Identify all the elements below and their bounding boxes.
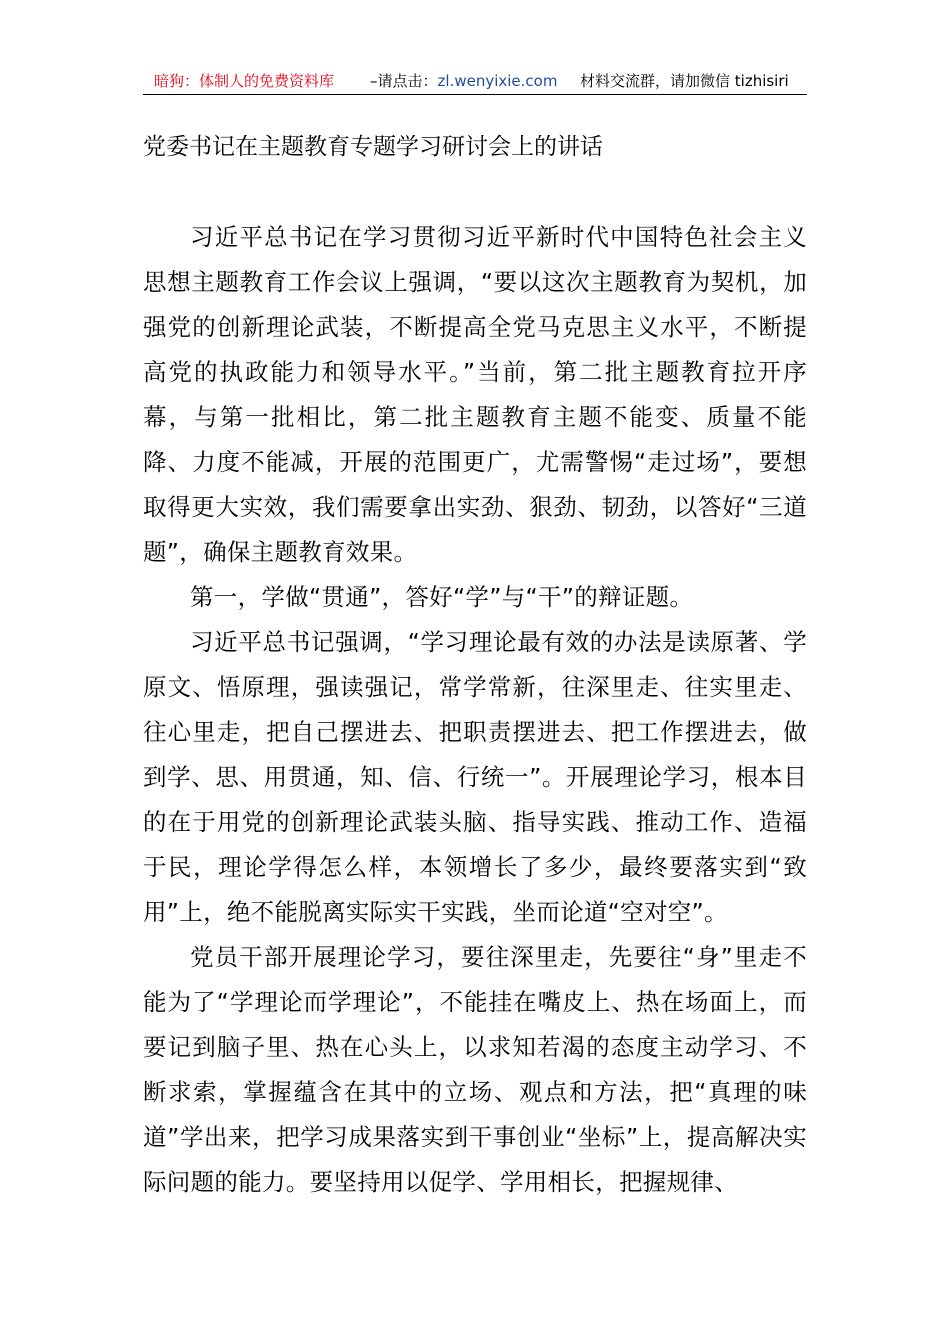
paragraph-2: 第一，学做“贯通”，答好“学”与“干”的辩证题。: [190, 583, 694, 611]
site-link[interactable]: zl.wenyixie.com: [437, 72, 558, 90]
group-info: 材料交流群，请加微信 tizhisiri: [580, 72, 789, 90]
link-prefix: –请点击：: [370, 72, 438, 90]
document-title: 党委书记在主题教育专题学习研讨会上的讲话: [143, 134, 603, 160]
site-name: 暗狗：体制人的免费资料库: [154, 72, 335, 90]
header-link-area: [370, 71, 557, 91]
document-body: [143, 215, 807, 1205]
paragraph-4: 党员干部开展理论学习，要往深里走，先要往“身”里走不能为了“学理论而学理论”，不能挂在嘴皮上、热在场面上，而要记到脑子里、热在心头上，以求知若渴的态度主动学习、不断求索，掌握蕴含在其中的立场、观点和方法，把“真理的味道”学出来，把学习成果落实到干事创业“坐标”上，提高解决实际问题的能力。要坚持用以促学、学用相长，把握规律、: [143, 943, 807, 1196]
page-header: [143, 70, 807, 95]
paragraph-1: 习近平总书记在学习贯彻习近平新时代中国特色社会主义思想主题教育工作会议上强调，“要以这次主题教育为契机，加强党的创新理论武装，不断提高全党马克思主义水平，不断提高党的执政能力和领导水平。”当前，第二批主题教育拉开序幕，与第一批相比，第二批主题教育主题不能变、质量不能降、力度不能减，开展的范围更广，尤需警惕“走过场”，要想取得更大实效，我们需要拿出实劲、狠劲、韧劲，以答好“三道题”，确保主题教育效果。: [143, 223, 807, 566]
paragraph-3: 习近平总书记强调，“学习理论最有效的办法是读原著、学原文、悟原理，强读强记，常学常新，往深里走、往实里走、往心里走，把自己摆进去、把职责摆进去、把工作摆进去，做到学、思、用贯通，知、信、行统一”。开展理论学习，根本目的在于用党的创新理论武装头脑、指导实践、推动工作、造福于民，理论学得怎么样，本领增长了多少，最终要落实到“致用”上，绝不能脱离实际实干实践，坐而论道“空对空”。: [143, 628, 807, 926]
